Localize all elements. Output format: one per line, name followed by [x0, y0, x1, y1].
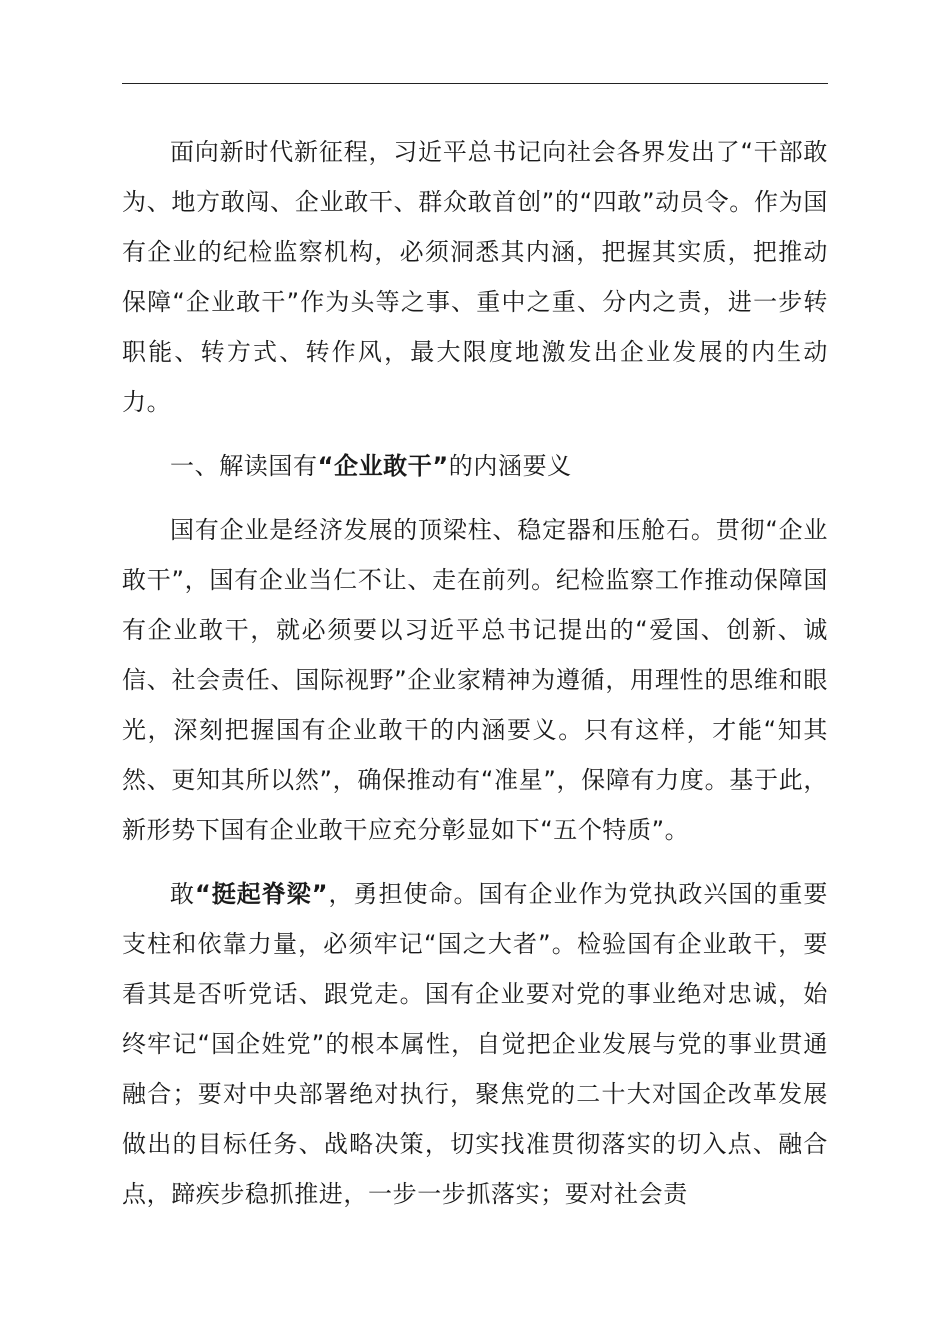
header-rule	[122, 83, 828, 84]
trait-body: ，勇担使命。国有企业作为党执政兴国的重要支柱和依靠力量，必须牢记“国之大者”。检验国有企业敢干，要看其是否听党话、跟党走。国有企业要对党的事业绝对忠诚，始终牢记“国企姓党”的根本属性，自觉把企业发展与党的事业贯通融合；要对中央部署绝对执行，聚焦党的二十大对国企改革发展做出的目标任务、战略决策，切实找准贯彻落实的切入点、融合点，蹄疾步稳抓推进，一步一步抓落实；要对社会责	[122, 880, 828, 1208]
trait-emphasis: “挺起脊梁”	[195, 880, 329, 908]
heading-emphasis: “企业敢干”	[317, 452, 449, 480]
heading-suffix: 的内涵要义	[448, 452, 572, 480]
trait-prefix: 敢	[170, 880, 195, 908]
document-body	[122, 127, 828, 1219]
paragraph-trait-1	[122, 869, 828, 1219]
section-heading-1	[122, 441, 828, 491]
paragraph-intro: 面向新时代新征程，习近平总书记向社会各界发出了“干部敢为、地方敢闯、企业敢干、群众敢首创”的“四敢”动员令。作为国有企业的纪检监察机构，必须洞悉其内涵，把握其实质，把推动保障“企业敢干”作为头等之事、重中之重、分内之责，进一步转职能、转方式、转作风，最大限度地激发出企业发展的内生动力。	[122, 138, 828, 416]
heading-prefix: 一、解读国有	[170, 452, 318, 480]
paragraph-five-traits: 国有企业是经济发展的顶梁柱、稳定器和压舱石。贯彻“企业敢干”，国有企业当仁不让、走在前列。纪检监察工作推动保障国有企业敢干，就必须要以习近平总书记提出的“爱国、创新、诚信、社会责任、国际视野”企业家精神为遵循，用理性的思维和眼光，深刻把握国有企业敢干的内涵要义。只有这样，才能“知其然、更知其所以然”，确保推动有“准星”，保障有力度。基于此，新形势下国有企业敢干应充分彰显如下“五个特质”。	[122, 516, 828, 844]
